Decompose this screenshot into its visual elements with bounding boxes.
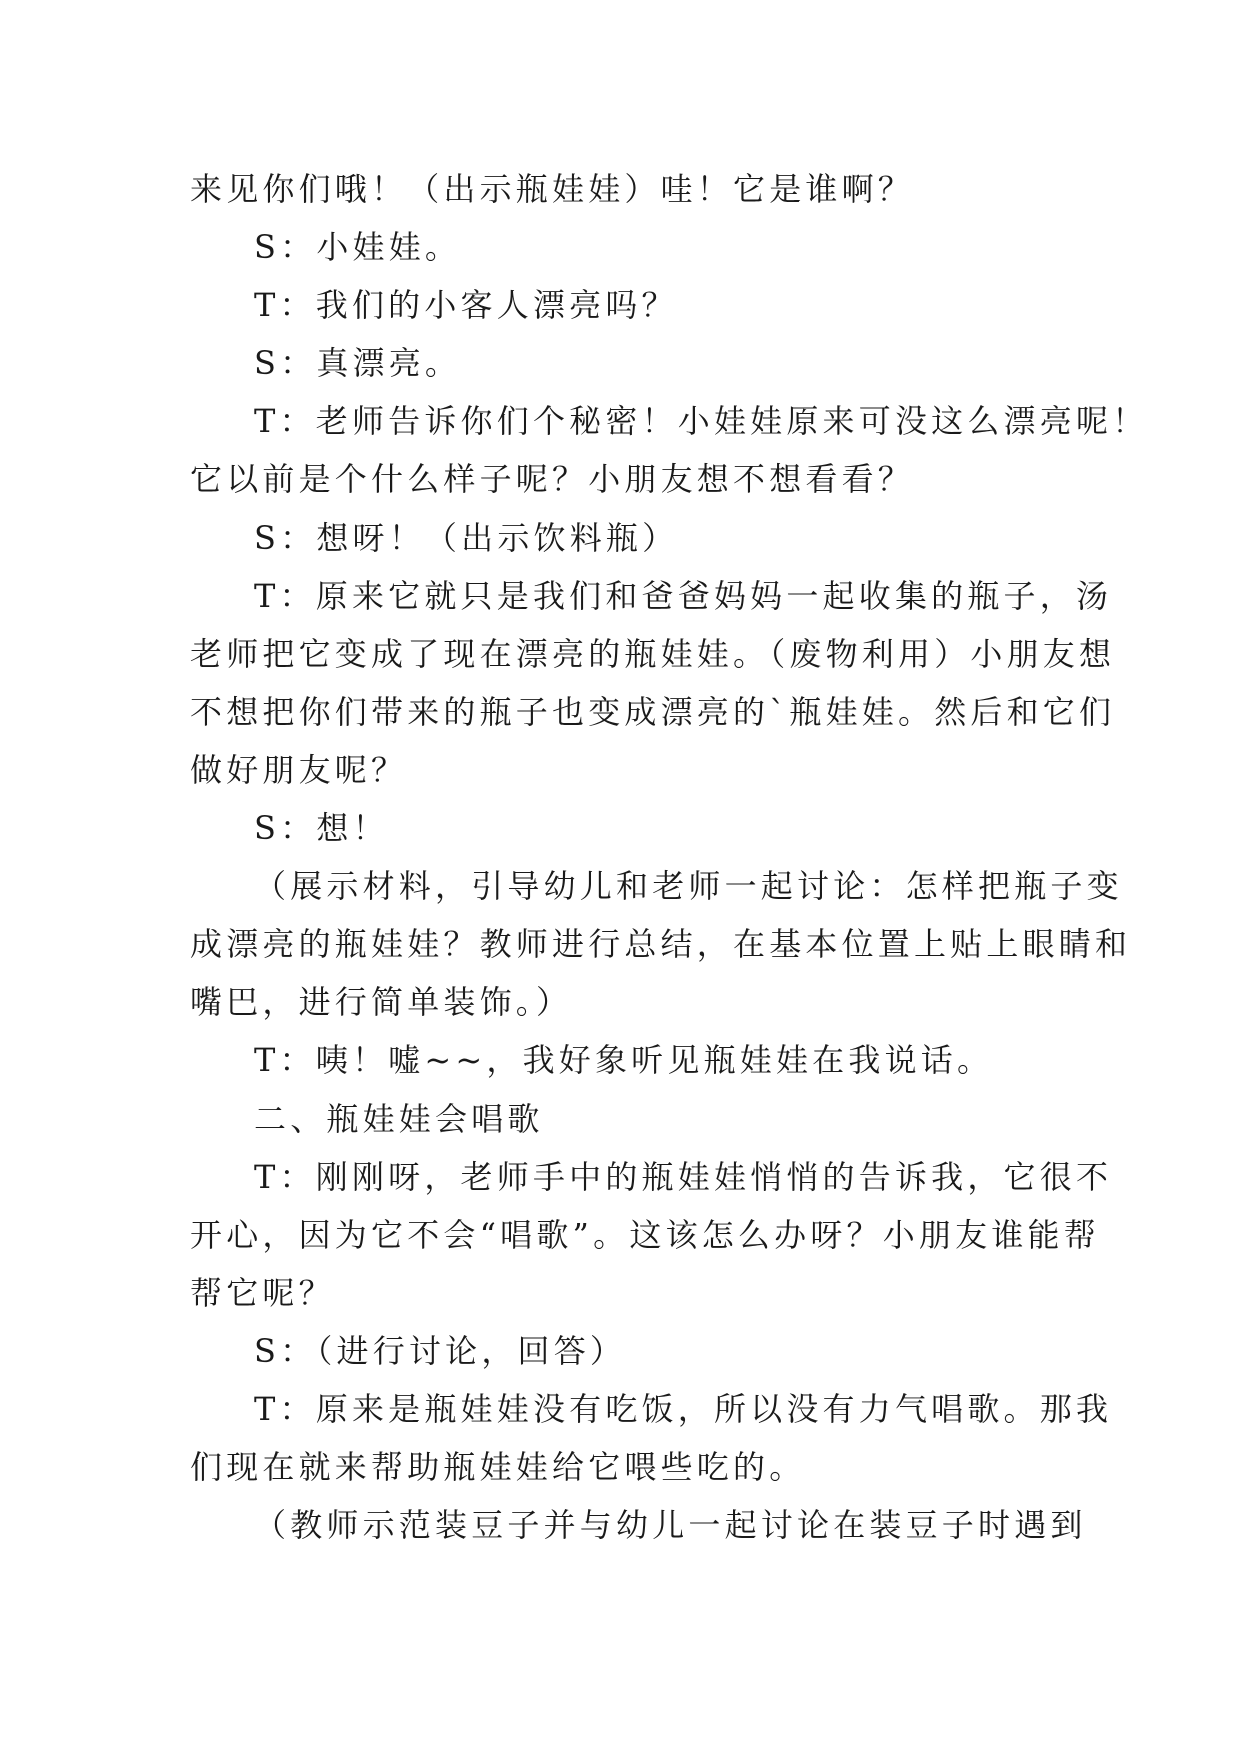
text-line: 开心，因为它不会“唱歌”。这该怎么办呀？小朋友谁能帮 <box>190 1215 1100 1254</box>
section-heading: 二、瓶娃娃会唱歌 <box>254 1099 544 1138</box>
text-line: T：老师告诉你们个秘密！小娃娃原来可没这么漂亮呢！ <box>254 402 1149 441</box>
text-line: S：想！ <box>254 809 389 848</box>
text-line: T：原来是瓶娃娃没有吃饭，所以没有力气唱歌。那我 <box>254 1389 1113 1428</box>
text-line: 成漂亮的瓶娃娃？教师进行总结，在基本位置上贴上眼睛和 <box>190 925 1132 964</box>
text-line: T：我们的小客人漂亮吗？ <box>254 286 678 325</box>
text-line: T：刚刚呀，老师手中的瓶娃娃悄悄的告诉我，它很不 <box>254 1157 1113 1196</box>
text-line: 帮它呢？ <box>190 1273 335 1312</box>
text-line: T：原来它就只是我们和爸爸妈妈一起收集的瓶子，汤 <box>254 576 1113 615</box>
text-line: 它以前是个什么样子呢？小朋友想不想看看？ <box>190 460 915 499</box>
text-line: 老师把它变成了现在漂亮的瓶娃娃。（废物利用）小朋友想 <box>190 634 1116 673</box>
text-line: S：小娃娃。 <box>254 228 462 267</box>
text-line: 嘴巴，进行简单装饰。） <box>190 983 573 1022</box>
text-line: 来见你们哦！（出示瓶娃娃）哇！它是谁啊？ <box>190 170 915 208</box>
text-line: S：真漂亮。 <box>254 344 462 383</box>
document-page <box>190 160 1149 1554</box>
text-line: 们现在就来帮助瓶娃娃给它喂些吃的。 <box>190 1448 806 1487</box>
text-line: （教师示范装豆子并与幼儿一起讨论在装豆子时遇到 <box>254 1506 1087 1545</box>
text-line: （展示材料，引导幼儿和老师一起讨论：怎样把瓶子变 <box>254 867 1123 906</box>
text-line: 做好朋友呢？ <box>190 750 408 789</box>
text-line: T：咦！嘘~~，我好象听见瓶娃娃在我说话。 <box>254 1041 994 1080</box>
text-line: 不想把你们带来的瓶子也变成漂亮的`瓶娃娃。然后和它们 <box>190 692 1116 731</box>
text-line: S：（进行讨论，回答） <box>254 1331 627 1370</box>
text-line: S：想呀！（出示饮料瓶） <box>254 518 679 557</box>
